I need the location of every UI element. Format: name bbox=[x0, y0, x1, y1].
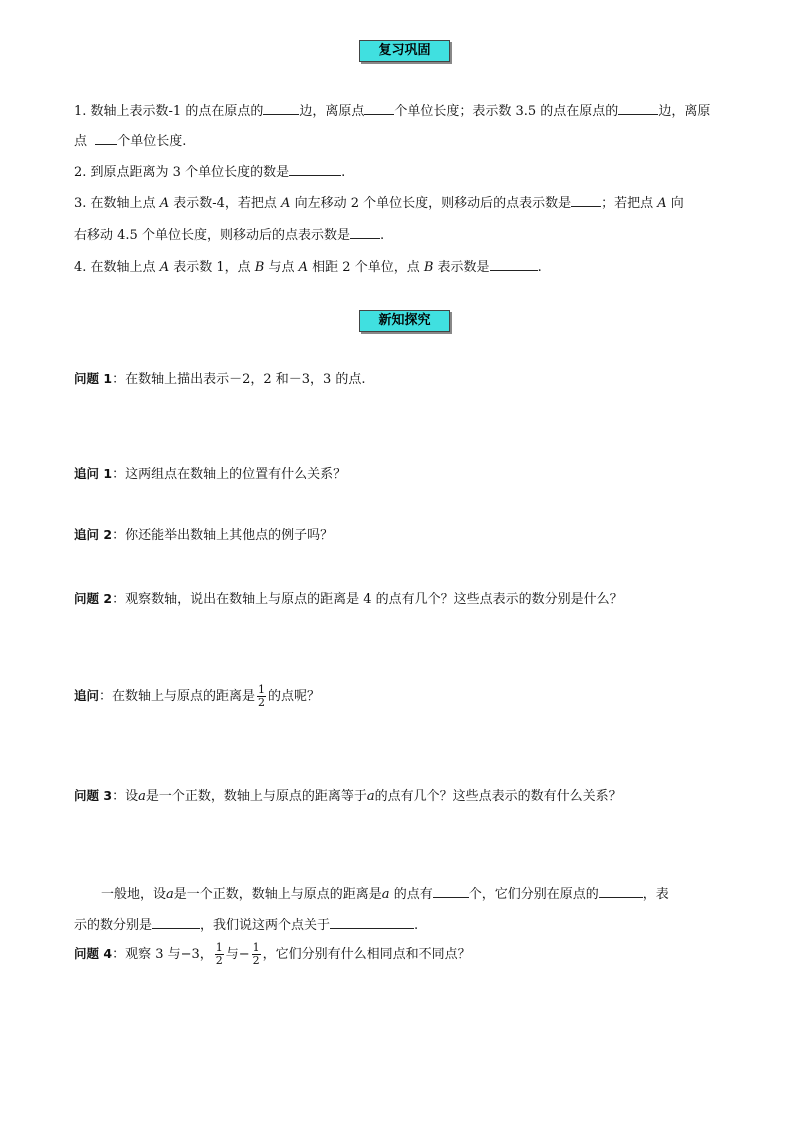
review-question-3-cont: 右移动 4.5 个单位长度，则移动后的点表示数是 . bbox=[74, 224, 384, 245]
problem-4: 问题 4：观察 3 与−3， $\frac{1}{2}$ 与− $\frac{1}{2}$ ，它们分别有什么相同点和不同点？ bbox=[74, 941, 471, 967]
fraction-one-half: $\frac{1}{2}$ bbox=[215, 941, 223, 967]
answer-blank[interactable] bbox=[618, 100, 658, 115]
answer-blank[interactable] bbox=[350, 224, 380, 239]
fraction-one-half: $\frac{1}{2}$ bbox=[252, 941, 260, 967]
answer-blank[interactable] bbox=[364, 100, 394, 115]
review-question-1-cont: 点 个单位长度. bbox=[74, 130, 186, 151]
answer-blank[interactable] bbox=[289, 161, 341, 176]
review-question-2: 2. 到原点距离为 3 个单位长度的数是 . bbox=[74, 161, 345, 182]
problem-1: 问题 1：在数轴上描出表示－2，2 和－3，3 的点. bbox=[74, 371, 366, 387]
section-heading-review: 复习巩固 bbox=[359, 40, 450, 62]
answer-blank[interactable] bbox=[490, 256, 538, 271]
review-question-3: 3. 在数轴上点 A 表示数-4，若把点 A 向左移动 2 个单位长度，则移动后的点表示数是 ；若把点 A 向 bbox=[74, 192, 684, 213]
follow-up-2: 追问 2：你还能举出数轴上其他点的例子吗？ bbox=[74, 527, 334, 543]
answer-blank[interactable] bbox=[95, 130, 117, 145]
review-question-4: 4. 在数轴上点 A 表示数 1，点 B 与点 A 相距 2 个单位，点 B 表示数是 . bbox=[74, 256, 542, 277]
answer-blank[interactable] bbox=[571, 192, 601, 207]
follow-up-3: 追问：在数轴上与原点的距离是 $\frac{1}{2}$ 的点呢？ bbox=[74, 683, 321, 709]
answer-blank[interactable] bbox=[152, 914, 200, 929]
section-heading-explore: 新知探究 bbox=[359, 310, 450, 332]
answer-blank[interactable] bbox=[599, 883, 643, 898]
summary-statement: 一般地，设a是一个正数，数轴上与原点的距离是a 的点有 个，它们分别在原点的 ，表 bbox=[101, 883, 669, 904]
answer-blank[interactable] bbox=[330, 914, 414, 929]
follow-up-1: 追问 1：这两组点在数轴上的位置有什么关系？ bbox=[74, 466, 347, 482]
summary-statement-cont: 示的数分别是 ，我们说这两个点关于 . bbox=[74, 914, 418, 935]
fraction-one-half: $\frac{1}{2}$ bbox=[258, 683, 266, 709]
answer-blank[interactable] bbox=[263, 100, 299, 115]
answer-blank[interactable] bbox=[433, 883, 469, 898]
problem-3: 问题 3：设a是一个正数，数轴上与原点的距离等于a的点有几个？这些点表示的数有什么关系？ bbox=[74, 788, 622, 804]
review-question-1: 1. 数轴上表示数-1 的点在原点的 边，离原点 个单位长度；表示数 3.5 的点在原点的 边，离原 bbox=[74, 100, 710, 121]
problem-2: 问题 2：观察数轴，说出在数轴上与原点的距离是 4 的点有几个？这些点表示的数分别是什么？ bbox=[74, 591, 623, 607]
